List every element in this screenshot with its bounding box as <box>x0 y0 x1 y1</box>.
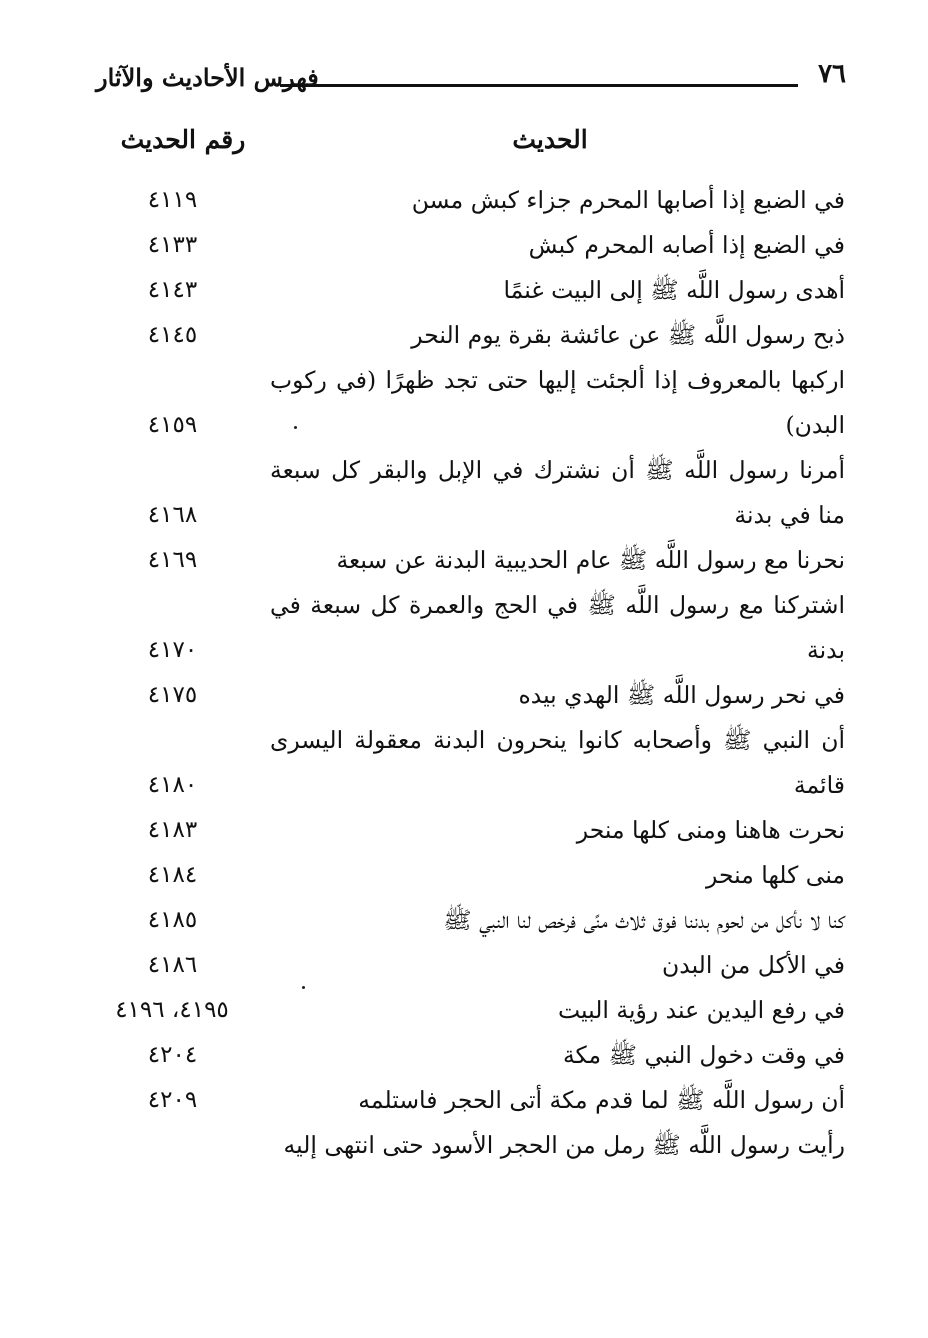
list-item <box>100 178 845 223</box>
list-item <box>100 583 845 673</box>
entry-number: ٤١٩٥، ٤١٩٦ <box>115 997 229 1023</box>
entry-text: أمرنا رسول اللَّه ﷺ أن نشترك في الإبل والبقر كل سبعة منا في بدنة <box>270 456 845 529</box>
entry-number: ٤١١٩ <box>147 187 198 213</box>
entry-text: في الضبع إذا أصابها المحرم جزاء كبش مسن <box>411 186 845 214</box>
list-item <box>100 1033 845 1078</box>
list-item <box>100 223 845 268</box>
scan-speck <box>294 426 297 429</box>
entry-number: ٤١٥٩ <box>147 412 198 438</box>
entry-number: ٤١٦٩ <box>147 547 198 573</box>
list-item <box>100 943 845 988</box>
entry-number: ٤١٣٣ <box>147 232 198 258</box>
list-item <box>100 268 845 313</box>
entry-number: ٤١٨٤ <box>147 862 198 888</box>
entry-text: ذبح رسول اللَّه ﷺ عن عائشة بقرة يوم النحر <box>411 321 845 349</box>
list-item <box>100 988 845 1033</box>
list-item <box>100 898 845 943</box>
entry-text: أهدى رسول اللَّه ﷺ إلى البيت غنمًا <box>503 276 845 304</box>
entry-number: ٤١٤٣ <box>147 277 198 303</box>
entry-text: في وقت دخول النبي ﷺ مكة <box>562 1041 845 1069</box>
list-item <box>100 538 845 583</box>
entries-list <box>100 178 845 1168</box>
list-item <box>100 808 845 853</box>
entry-number: ٤١٦٨ <box>147 502 198 528</box>
column-header-number: رقم الحديث <box>120 125 246 154</box>
header-title: فهرس الأحاديث والآثار <box>96 63 319 92</box>
list-item <box>100 358 845 448</box>
running-header <box>96 56 846 96</box>
entry-number: ٤٢٠٩ <box>147 1087 198 1113</box>
entry-number: ٤١٧٠ <box>147 637 198 663</box>
entry-text: كنا لا نأكل من لحوم بدننا فوق ثلاث منًى فرخص لنا النبي ﷺ <box>443 906 845 934</box>
entry-text: في نحر رسول اللَّه ﷺ الهدي بيده <box>518 681 845 709</box>
entry-number: ٤١٧٥ <box>147 682 198 708</box>
entry-number: ٤١٨٠ <box>147 772 198 798</box>
entry-number: ٤١٨٦ <box>147 952 198 978</box>
list-item <box>100 313 845 358</box>
column-header-hadith: الحديث <box>512 125 588 154</box>
list-item <box>100 1123 845 1168</box>
entry-text: أن النبي ﷺ وأصحابه كانوا ينحرون البدنة معقولة اليسرى قائمة <box>270 726 845 799</box>
scan-speck <box>302 986 305 989</box>
list-item <box>100 448 845 538</box>
entry-text: رأيت رسول اللَّه ﷺ رمل من الحجر الأسود حتى انتهى إليه <box>283 1131 845 1159</box>
list-item <box>100 853 845 898</box>
entry-text: في الأكل من البدن <box>662 951 845 979</box>
page-number: ٧٦ <box>818 59 846 89</box>
entry-text: نحرنا مع رسول اللَّه ﷺ عام الحديبية البدنة عن سبعة <box>336 546 845 574</box>
entry-number: ٤١٤٥ <box>147 322 198 348</box>
entry-text: في الضبع إذا أصابه المحرم كبش <box>528 231 845 259</box>
entry-text: اركبها بالمعروف إذا ألجئت إليها حتى تجد ظهرًا (في ركوب البدن) <box>270 366 845 439</box>
entry-text: منى كلها منحر <box>706 861 845 889</box>
list-item <box>100 673 845 718</box>
entry-text: أن رسول اللَّه ﷺ لما قدم مكة أتى الحجر فاستلمه <box>358 1086 845 1114</box>
list-item <box>100 718 845 808</box>
entry-text: في رفع اليدين عند رؤية البيت <box>557 996 845 1024</box>
list-item <box>100 1078 845 1123</box>
entry-text: اشتركنا مع رسول اللَّه ﷺ في الحج والعمرة كل سبعة في بدنة <box>270 591 845 664</box>
entry-number: ٤١٨٥ <box>147 907 198 933</box>
entry-number: ٤٢٠٤ <box>147 1042 198 1068</box>
header-rule <box>280 84 798 87</box>
entry-text: نحرت هاهنا ومنى كلها منحر <box>576 816 845 844</box>
entry-number: ٤١٨٣ <box>147 817 198 843</box>
